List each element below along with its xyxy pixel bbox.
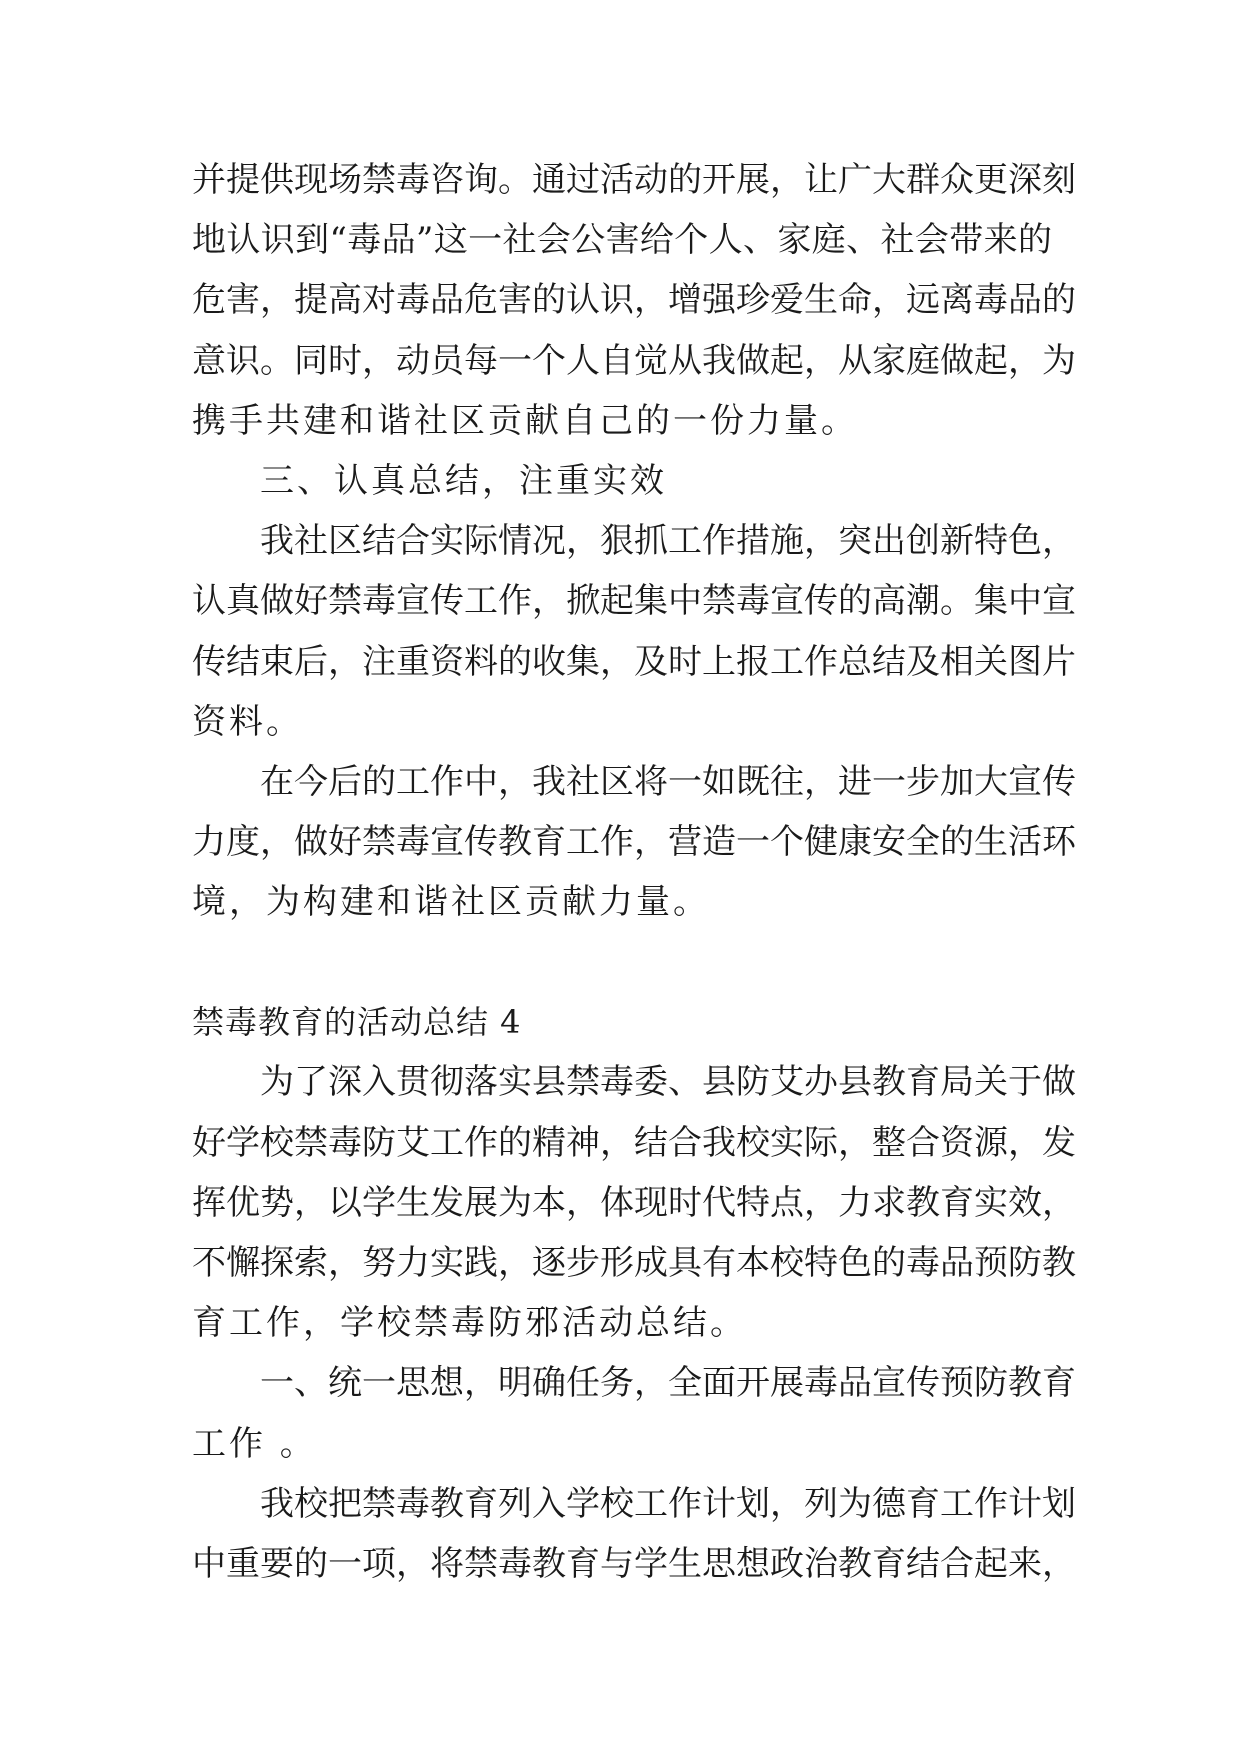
text-line: 力度，做好禁毒宣传教育工作，营造一个健康安全的生活环	[192, 822, 1076, 863]
text-line: 在今后的工作中，我社区将一如既往，进一步加大宣传	[260, 761, 1076, 802]
text-line: 为了深入贯彻落实县禁毒委、县防艾办县教育局关于做	[260, 1062, 1076, 1103]
paragraph-intro	[192, 1052, 1076, 1353]
text-line: 认真做好禁毒宣传工作，掀起集中禁毒宣传的高潮。集中宣	[192, 581, 1076, 622]
text-line: 并提供现场禁毒咨询。通过活动的开展，让广大群众更深刻	[192, 160, 1076, 200]
paragraph-activity-outcome	[192, 150, 1076, 451]
text-line: 地认识到“毒品”这一社会公害给个人、家庭、社会带来的	[192, 220, 1052, 261]
text-line: 工作 。	[192, 1423, 317, 1464]
text-line: 中重要的一项，将禁毒教育与学生思想政治教育结合起来，	[192, 1543, 1076, 1584]
text-line: 我校把禁毒教育列入学校工作计划，列为德育工作计划	[260, 1483, 1076, 1524]
text-line: 挥优势，以学生发展为本，体现时代特点，力求教育实效，	[192, 1182, 1076, 1223]
article-title: 禁毒教育的活动总结 4	[192, 1003, 522, 1042]
paragraph-summary	[192, 511, 1076, 752]
text-line: 育工作，学校禁毒防邪活动总结。	[192, 1303, 747, 1344]
text-line: 意识。同时，动员每一个人自觉从我做起，从家庭做起，为	[192, 340, 1076, 381]
text-line: 好学校禁毒防艾工作的精神，结合我校实际，整合资源，发	[192, 1122, 1076, 1163]
section-heading-1	[192, 1353, 1076, 1473]
text-line: 资料。	[192, 701, 303, 742]
text-line: 一、统一思想，明确任务，全面开展毒品宣传预防教育	[260, 1363, 1076, 1404]
text-line: 携手共建和谐社区贡献自己的一份力量。	[192, 400, 858, 441]
document-page	[192, 150, 1076, 1594]
section-heading-3: 三、认真总结，注重实效	[260, 460, 667, 501]
text-line: 不懈探索，努力实践，逐步形成具有本校特色的毒品预防教	[192, 1243, 1076, 1283]
paragraph-future-work	[192, 752, 1076, 933]
blank-line	[192, 932, 1052, 992]
text-line: 境，为构建和谐社区贡献力量。	[192, 882, 710, 923]
text-line: 危害，提高对毒品危害的认识，增强珍爱生命，远离毒品的	[192, 280, 1076, 321]
text-line: 传结束后，注重资料的收集，及时上报工作总结及相关图片	[192, 641, 1076, 682]
paragraph-school-plan	[192, 1474, 1076, 1594]
text-line: 我社区结合实际情况，狠抓工作措施，突出创新特色，	[260, 521, 1076, 562]
